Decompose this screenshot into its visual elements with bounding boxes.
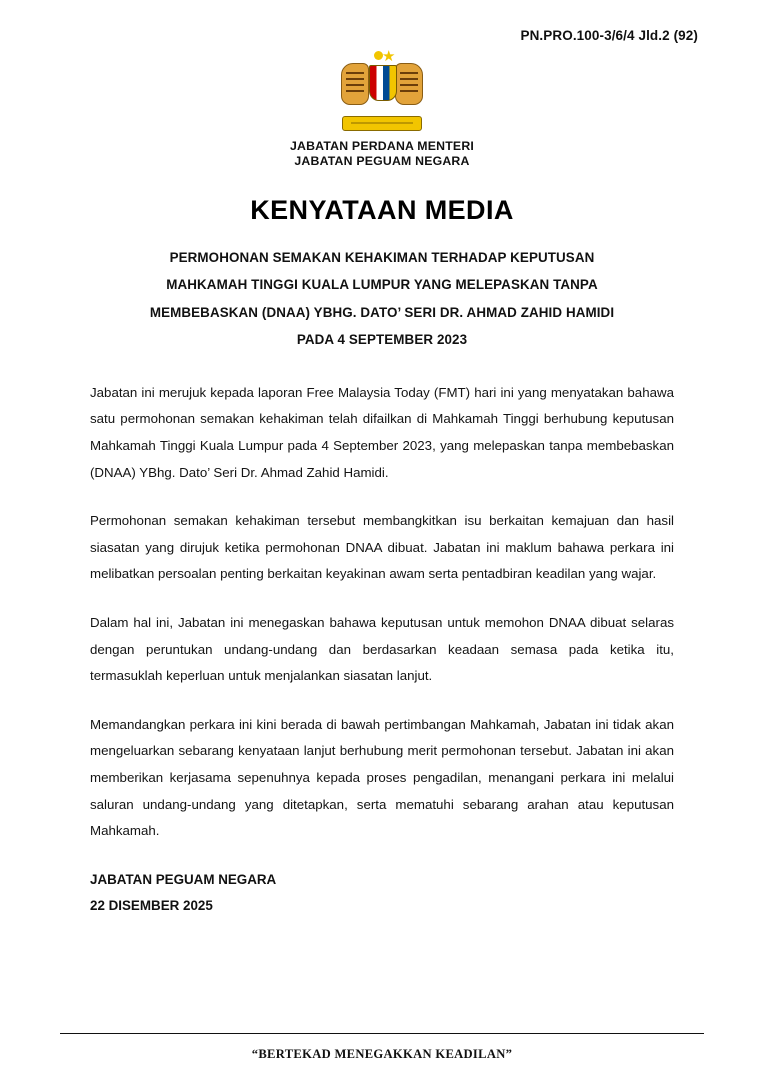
signoff-date: 22 DISEMBER 2025 xyxy=(90,897,213,913)
paragraph: Permohonan semakan kehakiman tersebut membangkitkan isu berkaitan kemajuan dan hasil siasatan yang dirujuk ketika permohonan DNAA dibuat. Jabatan ini maklum bahawa perkara ini melibatkan persoalan penting berkaitan keyakinan awam serta pentadbiran keadilan yang wajar. xyxy=(90,513,674,582)
ribbon-icon xyxy=(342,116,422,131)
subtitle-line-4: PADA 4 SEPTEMBER 2023 xyxy=(296,332,468,348)
signoff-department: JABATAN PEGUAM NEGARA xyxy=(90,871,277,887)
crest-container xyxy=(60,49,704,135)
shield-icon xyxy=(369,65,397,101)
footer-motto: “BERTEKAD MENEGAKKAN KEADILAN” xyxy=(251,1047,513,1061)
organisation-line-1: JABATAN PERDANA MENTERI xyxy=(289,139,475,153)
subtitle-line-2: MAHKAMAH TINGGI KUALA LUMPUR YANG MELEPASKAN TANPA xyxy=(166,277,598,293)
document-body xyxy=(60,380,704,845)
paragraph: Jabatan ini merujuk kepada laporan Free Malaysia Today (FMT) hari ini yang menyatakan bahawa satu permohonan semakan kehakiman telah difailkan di Mahkamah Tinggi berhubung keputusan Mahkamah Tinggi Kuala Lumpur pada 4 September 2023, yang melepaskan tanpa membebaskan (DNAA) YBhg. Dato’ Seri Dr. Ahmad Zahid Hamidi. xyxy=(90,384,674,480)
organisation-line-2: JABATAN PEGUAM NEGARA xyxy=(294,154,470,168)
page-title: KENYATAAN MEDIA xyxy=(250,195,514,225)
signoff-block xyxy=(60,867,704,919)
star-icon: ★ xyxy=(382,48,396,65)
subtitle-line-1: PERMOHONAN SEMAKAN KEHAKIMAN TERHADAP KEPUTUSAN xyxy=(169,250,595,265)
paragraph: Dalam hal ini, Jabatan ini menegaskan bahawa keputusan untuk memohon DNAA dibuat selaras dengan peruntukan undang-undang dan berdasarkan keadaan semasa pada ketika itu, termasuklah keperluan untuk menjalankan siasatan lanjut. xyxy=(90,615,674,684)
organisation-block xyxy=(60,139,704,169)
document-subtitle xyxy=(60,244,704,354)
footer-divider xyxy=(60,1033,704,1034)
malaysia-coat-of-arms-icon xyxy=(336,49,428,135)
subtitle-line-3: MEMBEBASKAN (DNAA) YBHG. DATO’ SERI DR. AHMAD ZAHID HAMIDI xyxy=(149,304,615,320)
tiger-left-icon xyxy=(341,63,369,105)
reference-number: PN.PRO.100-3/6/4 Jld.2 (92) xyxy=(520,28,698,43)
tiger-right-icon xyxy=(395,63,423,105)
paragraph: Memandangkan perkara ini kini berada di bawah pertimbangan Mahkamah, Jabatan ini tidak akan mengeluarkan sebarang kenyataan lanjut berhubung merit permohonan tersebut. Jabatan ini akan memberikan kerjasama sepenuhnya kepada proses pengadilan, menangani perkara ini melalui saluran undang-undang yang ditetapkan, serta mematuhi sebarang arahan atau keputusan Mahkamah. xyxy=(90,716,674,839)
